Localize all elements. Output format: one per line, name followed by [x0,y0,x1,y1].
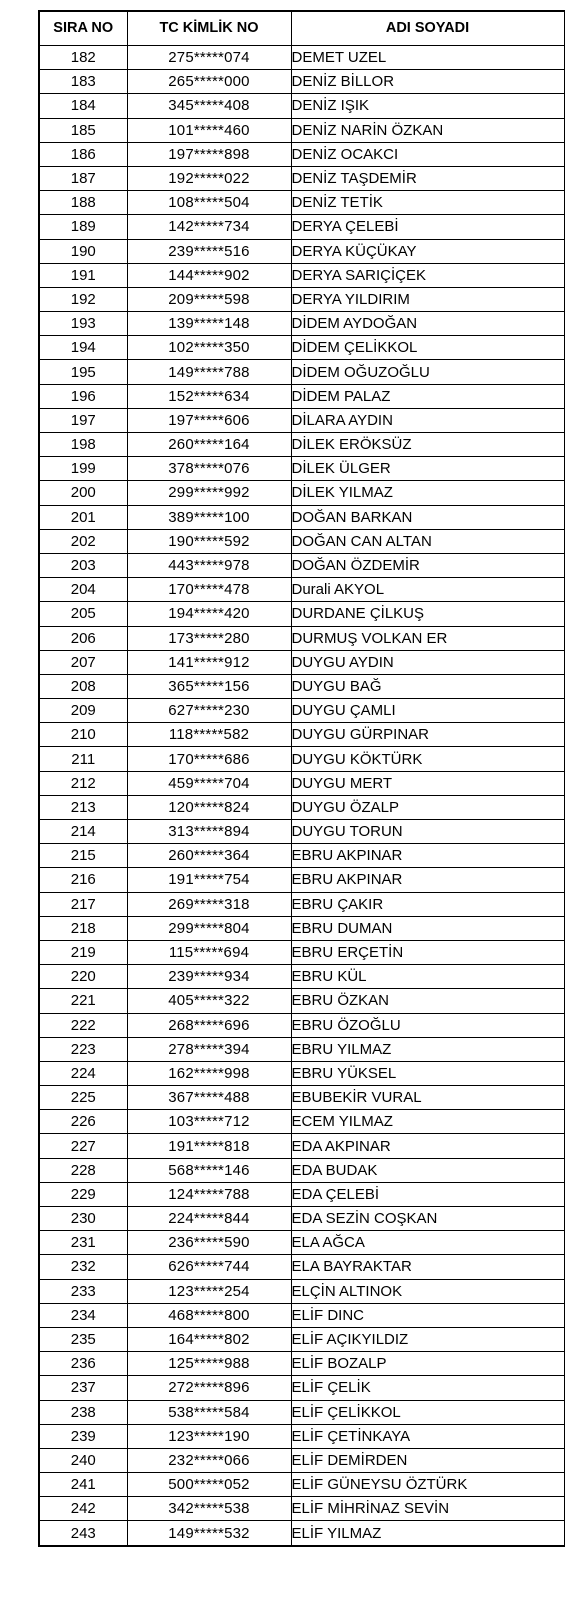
row-sira-no: 206 [39,626,127,650]
row-adi-soyadi: ELİF AÇIKYILDIZ [291,1327,564,1351]
row-adi-soyadi: DERYA ÇELEBİ [291,215,564,239]
row-tc-kimlik-no: 103*****712 [127,1110,291,1134]
row-sira-no: 237 [39,1376,127,1400]
row-sira-no: 193 [39,312,127,336]
row-adi-soyadi: DENİZ IŞIK [291,94,564,118]
table-row [39,1231,564,1255]
row-sira-no: 194 [39,336,127,360]
row-tc-kimlik-no: 260*****164 [127,433,291,457]
row-sira-no: 242 [39,1497,127,1521]
row-sira-no: 202 [39,529,127,553]
table-row [39,1037,564,1061]
row-tc-kimlik-no: 190*****592 [127,529,291,553]
table-row [39,529,564,553]
row-adi-soyadi: DİDEM OĞUZOĞLU [291,360,564,384]
row-adi-soyadi: DUYGU BAĞ [291,674,564,698]
row-adi-soyadi: DUYGU ÖZALP [291,795,564,819]
table-row [39,965,564,989]
row-tc-kimlik-no: 194*****420 [127,602,291,626]
row-sira-no: 185 [39,118,127,142]
table-row [39,481,564,505]
row-adi-soyadi: DİDEM PALAZ [291,384,564,408]
row-tc-kimlik-no: 162*****998 [127,1061,291,1085]
row-tc-kimlik-no: 191*****754 [127,868,291,892]
row-sira-no: 192 [39,287,127,311]
row-tc-kimlik-no: 299*****992 [127,481,291,505]
row-adi-soyadi: ELİF ÇELİK [291,1376,564,1400]
row-sira-no: 184 [39,94,127,118]
table-row [39,433,564,457]
row-sira-no: 209 [39,699,127,723]
row-tc-kimlik-no: 149*****532 [127,1521,291,1546]
row-sira-no: 186 [39,142,127,166]
table-row [39,602,564,626]
row-adi-soyadi: EBRU YÜKSEL [291,1061,564,1085]
table-row [39,1400,564,1424]
row-sira-no: 229 [39,1182,127,1206]
row-adi-soyadi: DUYGU GÜRPINAR [291,723,564,747]
row-adi-soyadi: ELİF DEMİRDEN [291,1448,564,1472]
row-tc-kimlik-no: 170*****686 [127,747,291,771]
row-tc-kimlik-no: 265*****000 [127,70,291,94]
row-sira-no: 200 [39,481,127,505]
table-row [39,1207,564,1231]
row-tc-kimlik-no: 278*****394 [127,1037,291,1061]
row-sira-no: 218 [39,916,127,940]
row-adi-soyadi: EBRU ÖZOĞLU [291,1013,564,1037]
row-sira-no: 230 [39,1207,127,1231]
table-row [39,1327,564,1351]
row-adi-soyadi: DİLARA AYDIN [291,408,564,432]
name-list-table [38,10,565,1547]
row-adi-soyadi: Durali AKYOL [291,578,564,602]
row-adi-soyadi: EBRU KÜL [291,965,564,989]
table-row [39,820,564,844]
row-tc-kimlik-no: 197*****606 [127,408,291,432]
row-tc-kimlik-no: 197*****898 [127,142,291,166]
table-row [39,844,564,868]
table-row [39,626,564,650]
table-row [39,1279,564,1303]
table-row [39,215,564,239]
table-row [39,940,564,964]
table-row [39,892,564,916]
row-sira-no: 196 [39,384,127,408]
row-tc-kimlik-no: 459*****704 [127,771,291,795]
row-sira-no: 225 [39,1086,127,1110]
table-row [39,674,564,698]
row-sira-no: 215 [39,844,127,868]
table-row [39,46,564,70]
row-tc-kimlik-no: 125*****988 [127,1352,291,1376]
row-tc-kimlik-no: 260*****364 [127,844,291,868]
row-adi-soyadi: EDA ÇELEBİ [291,1182,564,1206]
table-row [39,1521,564,1546]
row-adi-soyadi: EDA BUDAK [291,1158,564,1182]
row-adi-soyadi: DENİZ BİLLOR [291,70,564,94]
row-adi-soyadi: DERYA SARIÇİÇEK [291,263,564,287]
table-row [39,1061,564,1085]
row-adi-soyadi: EBRU YILMAZ [291,1037,564,1061]
row-sira-no: 189 [39,215,127,239]
row-sira-no: 223 [39,1037,127,1061]
row-sira-no: 234 [39,1303,127,1327]
row-adi-soyadi: DENİZ TAŞDEMİR [291,166,564,190]
row-sira-no: 240 [39,1448,127,1472]
row-tc-kimlik-no: 144*****902 [127,263,291,287]
table-row [39,336,564,360]
row-adi-soyadi: ELİF ÇETİNKAYA [291,1424,564,1448]
row-sira-no: 232 [39,1255,127,1279]
table-row [39,239,564,263]
row-sira-no: 227 [39,1134,127,1158]
row-tc-kimlik-no: 120*****824 [127,795,291,819]
row-sira-no: 224 [39,1061,127,1085]
table-row [39,384,564,408]
row-sira-no: 235 [39,1327,127,1351]
row-adi-soyadi: EBRU ÖZKAN [291,989,564,1013]
row-tc-kimlik-no: 313*****894 [127,820,291,844]
table-row [39,287,564,311]
row-sira-no: 241 [39,1473,127,1497]
row-sira-no: 216 [39,868,127,892]
row-sira-no: 182 [39,46,127,70]
table-row [39,1255,564,1279]
row-adi-soyadi: ELİF GÜNEYSU ÖZTÜRK [291,1473,564,1497]
row-adi-soyadi: DERYA KÜÇÜKAY [291,239,564,263]
row-tc-kimlik-no: 345*****408 [127,94,291,118]
table-row [39,578,564,602]
table-row [39,1013,564,1037]
row-adi-soyadi: EBRU ÇAKIR [291,892,564,916]
table-row [39,723,564,747]
row-sira-no: 204 [39,578,127,602]
row-tc-kimlik-no: 239*****516 [127,239,291,263]
table-row [39,553,564,577]
row-adi-soyadi: ELÇİN ALTINOK [291,1279,564,1303]
table-row [39,1352,564,1376]
row-sira-no: 197 [39,408,127,432]
table-row [39,94,564,118]
row-adi-soyadi: DURDANE ÇİLKUŞ [291,602,564,626]
row-adi-soyadi: ELİF YILMAZ [291,1521,564,1546]
row-sira-no: 188 [39,191,127,215]
row-tc-kimlik-no: 626*****744 [127,1255,291,1279]
row-adi-soyadi: DİLEK YILMAZ [291,481,564,505]
row-adi-soyadi: ELİF BOZALP [291,1352,564,1376]
row-sira-no: 238 [39,1400,127,1424]
row-sira-no: 226 [39,1110,127,1134]
row-adi-soyadi: EDA SEZİN COŞKAN [291,1207,564,1231]
row-adi-soyadi: DİLEK ÜLGER [291,457,564,481]
row-adi-soyadi: DİDEM AYDOĞAN [291,312,564,336]
table-header [39,11,564,46]
column-header-sira-no: SIRA NO [39,11,127,46]
row-adi-soyadi: EBRU ERÇETİN [291,940,564,964]
row-sira-no: 228 [39,1158,127,1182]
row-tc-kimlik-no: 627*****230 [127,699,291,723]
row-sira-no: 191 [39,263,127,287]
row-tc-kimlik-no: 164*****802 [127,1327,291,1351]
table-row [39,650,564,674]
row-sira-no: 219 [39,940,127,964]
row-tc-kimlik-no: 224*****844 [127,1207,291,1231]
row-sira-no: 187 [39,166,127,190]
row-tc-kimlik-no: 405*****322 [127,989,291,1013]
row-adi-soyadi: DENİZ TETİK [291,191,564,215]
row-sira-no: 195 [39,360,127,384]
table-row [39,795,564,819]
row-adi-soyadi: DOĞAN ÖZDEMİR [291,553,564,577]
row-adi-soyadi: ECEM YILMAZ [291,1110,564,1134]
row-sira-no: 203 [39,553,127,577]
row-adi-soyadi: ELA BAYRAKTAR [291,1255,564,1279]
row-adi-soyadi: DEMET UZEL [291,46,564,70]
row-adi-soyadi: DİLEK ERÖKSÜZ [291,433,564,457]
row-sira-no: 211 [39,747,127,771]
row-tc-kimlik-no: 115*****694 [127,940,291,964]
table-row [39,747,564,771]
row-adi-soyadi: EBRU AKPINAR [291,844,564,868]
row-tc-kimlik-no: 365*****156 [127,674,291,698]
row-adi-soyadi: DENİZ NARİN ÖZKAN [291,118,564,142]
row-tc-kimlik-no: 118*****582 [127,723,291,747]
row-sira-no: 199 [39,457,127,481]
row-adi-soyadi: DUYGU KÖKTÜRK [291,747,564,771]
column-header-tc-kimlik-no: TC KİMLİK NO [127,11,291,46]
row-sira-no: 208 [39,674,127,698]
table-row [39,1376,564,1400]
row-adi-soyadi: DUYGU MERT [291,771,564,795]
table-row [39,166,564,190]
row-tc-kimlik-no: 443*****978 [127,553,291,577]
table-row [39,1182,564,1206]
row-tc-kimlik-no: 367*****488 [127,1086,291,1110]
row-sira-no: 222 [39,1013,127,1037]
row-adi-soyadi: EBRU DUMAN [291,916,564,940]
row-tc-kimlik-no: 192*****022 [127,166,291,190]
table-row [39,1303,564,1327]
row-adi-soyadi: DUYGU AYDIN [291,650,564,674]
row-tc-kimlik-no: 538*****584 [127,1400,291,1424]
row-sira-no: 239 [39,1424,127,1448]
row-tc-kimlik-no: 500*****052 [127,1473,291,1497]
table-row [39,699,564,723]
table-row [39,1158,564,1182]
row-adi-soyadi: EBRU AKPINAR [291,868,564,892]
row-tc-kimlik-no: 142*****734 [127,215,291,239]
row-tc-kimlik-no: 102*****350 [127,336,291,360]
row-sira-no: 198 [39,433,127,457]
row-tc-kimlik-no: 269*****318 [127,892,291,916]
row-tc-kimlik-no: 141*****912 [127,650,291,674]
row-adi-soyadi: ELA AĞCA [291,1231,564,1255]
row-sira-no: 212 [39,771,127,795]
row-adi-soyadi: ELİF DINC [291,1303,564,1327]
column-header-adi-soyadi: ADI SOYADI [291,11,564,46]
row-tc-kimlik-no: 272*****896 [127,1376,291,1400]
row-tc-kimlik-no: 149*****788 [127,360,291,384]
row-tc-kimlik-no: 152*****634 [127,384,291,408]
row-sira-no: 233 [39,1279,127,1303]
row-tc-kimlik-no: 123*****254 [127,1279,291,1303]
table-row [39,771,564,795]
table-row [39,868,564,892]
row-adi-soyadi: ELİF MİHRİNAZ SEVİN [291,1497,564,1521]
row-tc-kimlik-no: 209*****598 [127,287,291,311]
table-row [39,360,564,384]
row-tc-kimlik-no: 139*****148 [127,312,291,336]
row-sira-no: 210 [39,723,127,747]
row-sira-no: 217 [39,892,127,916]
table-row [39,989,564,1013]
table-row [39,191,564,215]
row-tc-kimlik-no: 299*****804 [127,916,291,940]
header-row [39,11,564,46]
row-sira-no: 220 [39,965,127,989]
row-sira-no: 214 [39,820,127,844]
table-row [39,142,564,166]
row-adi-soyadi: DİDEM ÇELİKKOL [291,336,564,360]
table-row [39,118,564,142]
row-sira-no: 190 [39,239,127,263]
row-adi-soyadi: DERYA YILDIRIM [291,287,564,311]
row-sira-no: 236 [39,1352,127,1376]
row-tc-kimlik-no: 239*****934 [127,965,291,989]
row-tc-kimlik-no: 378*****076 [127,457,291,481]
row-tc-kimlik-no: 275*****074 [127,46,291,70]
table-row [39,1086,564,1110]
row-adi-soyadi: DOĞAN BARKAN [291,505,564,529]
row-adi-soyadi: EBUBEKİR VURAL [291,1086,564,1110]
row-tc-kimlik-no: 232*****066 [127,1448,291,1472]
row-sira-no: 231 [39,1231,127,1255]
table-row [39,312,564,336]
table-row [39,1110,564,1134]
row-tc-kimlik-no: 342*****538 [127,1497,291,1521]
row-tc-kimlik-no: 124*****788 [127,1182,291,1206]
row-tc-kimlik-no: 268*****696 [127,1013,291,1037]
table-row [39,263,564,287]
row-tc-kimlik-no: 108*****504 [127,191,291,215]
row-adi-soyadi: ELİF ÇELİKKOL [291,1400,564,1424]
table-row [39,1134,564,1158]
row-sira-no: 221 [39,989,127,1013]
row-sira-no: 243 [39,1521,127,1546]
table-row [39,1424,564,1448]
table-row [39,70,564,94]
row-adi-soyadi: DUYGU TORUN [291,820,564,844]
row-adi-soyadi: DUYGU ÇAMLI [291,699,564,723]
row-tc-kimlik-no: 101*****460 [127,118,291,142]
table-row [39,1473,564,1497]
row-sira-no: 205 [39,602,127,626]
row-tc-kimlik-no: 236*****590 [127,1231,291,1255]
table-row [39,408,564,432]
table-body [39,46,564,1546]
row-sira-no: 207 [39,650,127,674]
row-sira-no: 201 [39,505,127,529]
table-row [39,1497,564,1521]
row-adi-soyadi: DENİZ OCAKCI [291,142,564,166]
row-adi-soyadi: EDA AKPINAR [291,1134,564,1158]
row-tc-kimlik-no: 191*****818 [127,1134,291,1158]
row-tc-kimlik-no: 173*****280 [127,626,291,650]
row-tc-kimlik-no: 389*****100 [127,505,291,529]
row-adi-soyadi: DOĞAN CAN ALTAN [291,529,564,553]
row-tc-kimlik-no: 468*****800 [127,1303,291,1327]
row-tc-kimlik-no: 170*****478 [127,578,291,602]
table-row [39,1448,564,1472]
row-adi-soyadi: DURMUŞ VOLKAN ER [291,626,564,650]
table-row [39,505,564,529]
row-sira-no: 213 [39,795,127,819]
row-tc-kimlik-no: 568*****146 [127,1158,291,1182]
row-tc-kimlik-no: 123*****190 [127,1424,291,1448]
table-row [39,457,564,481]
row-sira-no: 183 [39,70,127,94]
table-row [39,916,564,940]
